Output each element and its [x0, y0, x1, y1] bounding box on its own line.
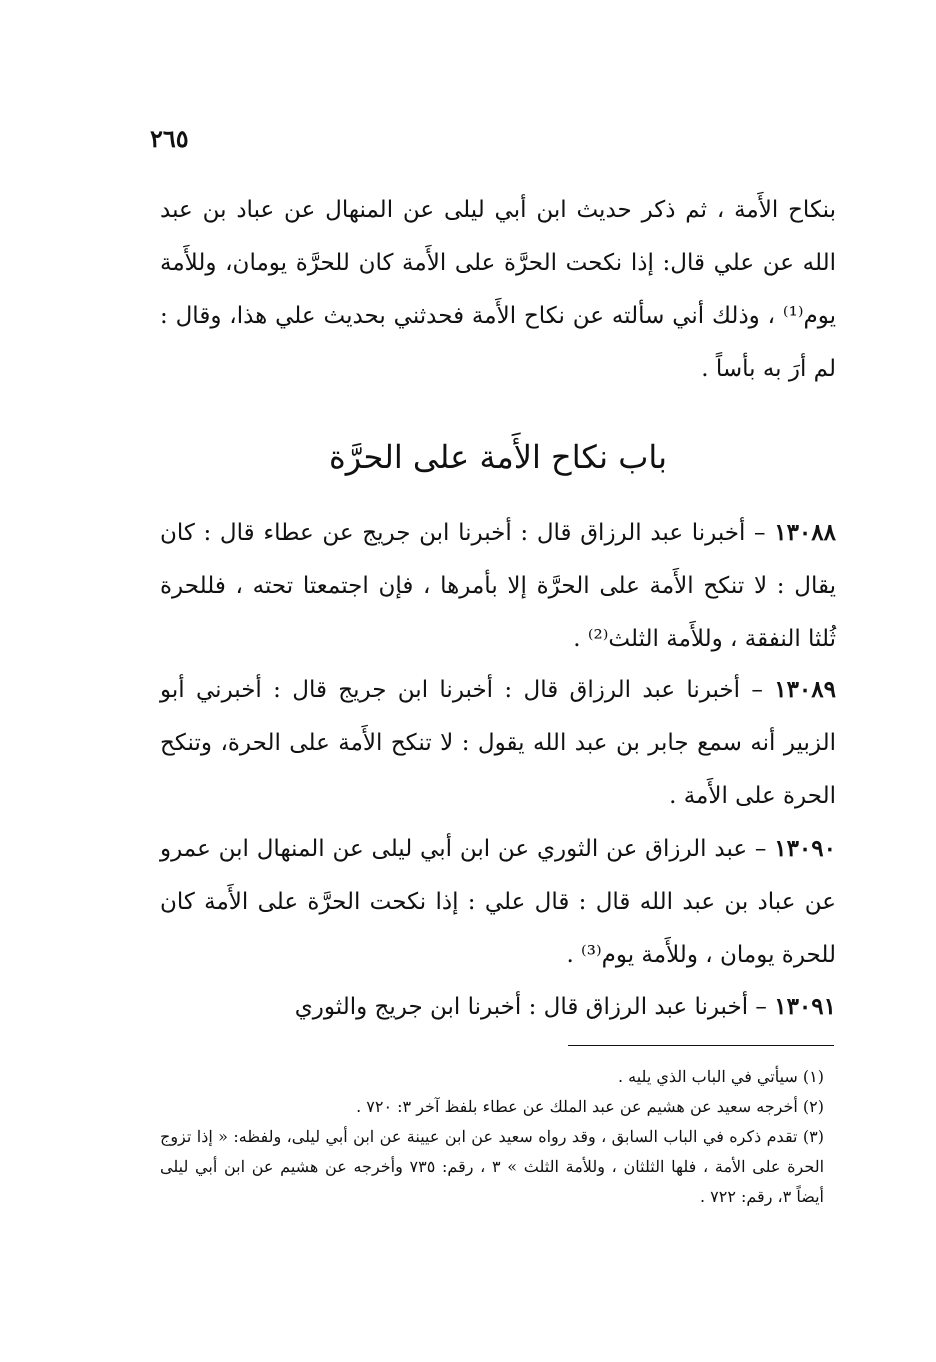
hadith-number: ١٣٠٩٠ — [774, 835, 836, 862]
hadith-13090 — [160, 822, 836, 982]
footnote-3: (٣) تقدم ذكره في الباب السابق ، وقد رواه سعيد عن ابن عيينة عن ابن أبي ليلى، ولفظه: « إذا تزوج الحرة على الأمة ، فلها الثلثان ، وللأمة الثلث » ٣ ، رقم: ٧٣٥ وأخرجه عن هشيم عن ابن أبي ليلى أيضاً ٣، رقم: ٧٢٢ . — [160, 1127, 825, 1206]
hadith-text: – عبد الرزاق عن الثوري عن ابن أبي ليلى عن المنهال ابن عمرو عن عباد بن عبد الله قال : قال علي : إذا نكحت الحرَّة على الأَمة كان للحرة يومان ، وللأَمة يوم⁽³⁾ . — [160, 836, 836, 968]
intro-paragraph: بنكاح الأَمة ، ثم ذكر حديث ابن أبي ليلى عن المنهال عن عباد بن عبد الله عن علي قال: إذا نكحت الحرَّة على الأَمة كان للحرَّة يومان، وللأَمة يوم⁽¹⁾ ، وذلك أني سألته عن نكاح الأَمة فحدثني بحديث علي هذا، وقال : لم أرَ به بأساً . — [160, 197, 836, 382]
footnote-2: (٢) أخرجه سعيد عن هشيم عن عبد الملك عن عطاء بلفظ آخر ٣: ٧٢٠ . — [356, 1097, 824, 1116]
hadith-number: ١٣٠٨٩ — [774, 676, 836, 703]
page-number: ٢٦٥ — [150, 124, 189, 153]
footnote-divider — [568, 1045, 834, 1046]
hadith-number: ١٣٠٨٨ — [774, 519, 836, 546]
footnotes — [160, 1062, 836, 1212]
hadith-13089 — [160, 663, 836, 823]
hadith-text: – أخبرنا عبد الرزاق قال : أخبرنا ابن جريج قال : أخبرني أبو الزبير أنه سمع جابر بن عبد الله يقول : لا تنكح الأَمة على الحرة، وتنكح الحرة على الأَمة . — [160, 677, 836, 809]
hadith-number: ١٣٠٩١ — [774, 993, 836, 1020]
hadith-text: – أخبرنا عبد الرزاق قال : أخبرنا ابن جريج والثوري — [294, 994, 775, 1020]
chapter-title: باب نكاح الأَمة على الحرَّة — [329, 438, 667, 476]
hadith-13091 — [160, 980, 836, 1034]
footnote-1: (١) سيأتي في الباب الذي يليه . — [617, 1067, 824, 1086]
hadith-text: – أخبرنا عبد الرزاق قال : أخبرنا ابن جريج عن عطاء قال : كان يقال : لا تنكح الأَمة على الحرَّة إلا بأمرها ، فإن اجتمعتا تحته ، فللحرة ثُلثا النفقة ، وللأَمة الثلث⁽²⁾ . — [160, 520, 836, 652]
hadith-13088 — [160, 506, 836, 666]
